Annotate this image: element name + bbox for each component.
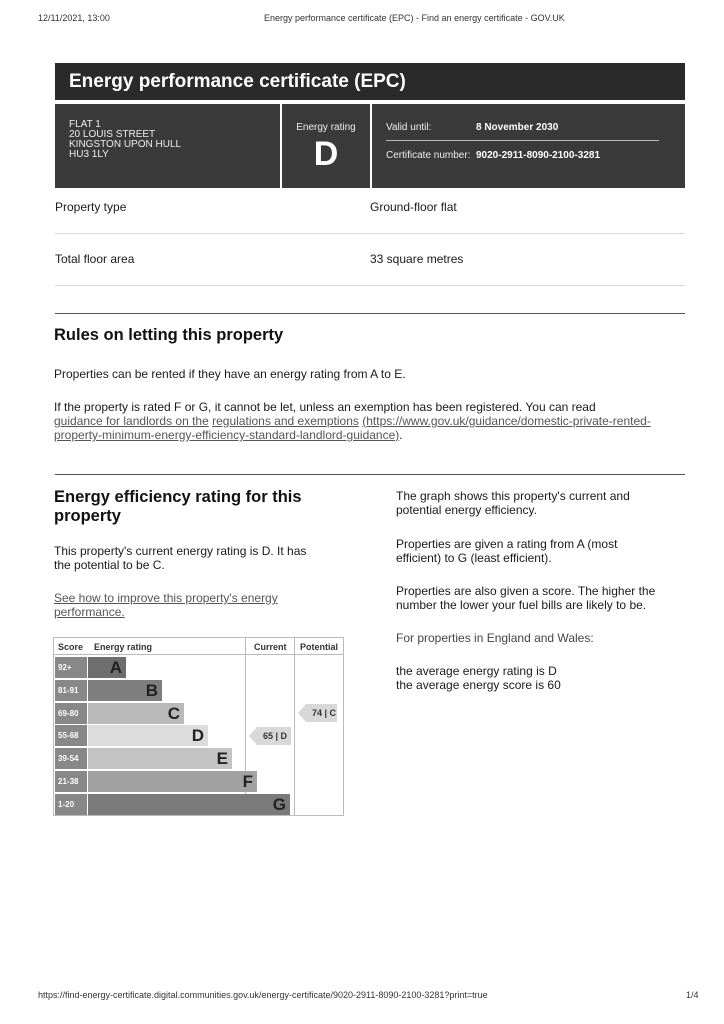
energy-rating-box xyxy=(282,104,370,188)
graph-explanation-line-1: The graph shows this property's current and xyxy=(396,489,630,503)
efficiency-heading-line-2: property xyxy=(54,507,121,525)
improve-performance-link[interactable]: See how to improve this property's energy xyxy=(54,591,278,605)
validity-box xyxy=(372,104,685,188)
certificate-number: 9020-2911-8090-2100-3281 xyxy=(476,150,600,161)
footer-url: https://find-energy-certificate.digital.communities.gov.uk/energy-certificate/9020-2911-8090-2100-3281?print=true xyxy=(38,990,488,1000)
band-bar-e: E xyxy=(88,748,232,769)
landlord-guidance-link[interactable]: guidance for landlords on the xyxy=(54,414,209,428)
energy-rating-graph xyxy=(53,637,344,816)
property-address xyxy=(55,104,280,188)
valid-until-date: 8 November 2030 xyxy=(476,122,559,133)
score-explanation xyxy=(396,584,688,612)
band-score-f: 21-38 xyxy=(55,771,87,792)
graph-explanation xyxy=(396,489,688,517)
address-line-3: KINGSTON UPON HULL xyxy=(69,139,182,150)
exemption-line-3 xyxy=(54,428,694,442)
potential-column-divider xyxy=(294,638,295,815)
efficiency-heading-line-1: Energy efficiency rating for this xyxy=(54,488,302,506)
letting-rules-heading: Rules on letting this property xyxy=(54,326,284,344)
valid-until-label: Valid until: xyxy=(386,122,432,133)
energy-rating-letter: D xyxy=(313,135,339,173)
address-line-2: 20 LOUIS STREET xyxy=(69,129,156,140)
band-bar-a: A xyxy=(88,657,126,678)
average-stats xyxy=(396,664,688,692)
band-bar-b: B xyxy=(88,680,162,701)
graph-explanation-line-2: potential energy efficiency. xyxy=(396,503,537,517)
print-header xyxy=(0,13,724,27)
certificate-summary xyxy=(55,104,685,188)
region-note: For properties in England and Wales: xyxy=(396,631,594,645)
validity-divider xyxy=(386,140,659,141)
band-bar-g: G xyxy=(88,794,290,815)
regulations-link[interactable]: regulations and exemptions xyxy=(212,414,359,428)
section-divider xyxy=(55,474,685,475)
score-column-header: Score xyxy=(58,642,84,652)
divider xyxy=(55,285,685,286)
current-rating-line-1: This property's current energy rating is D. It has xyxy=(54,544,307,558)
potential-rating-marker: 74 | C xyxy=(306,704,337,722)
property-type-value: Ground-floor flat xyxy=(370,200,457,214)
letting-rules-text: Properties can be rented if they have an energy rating from A to E. xyxy=(54,367,406,381)
exemption-line-2 xyxy=(54,414,694,428)
certificate-title: Energy performance certificate (EPC) xyxy=(55,63,685,100)
average-rating: the average energy rating is D xyxy=(396,664,557,678)
print-datetime: 12/11/2021, 13:00 xyxy=(38,13,110,23)
efficiency-heading xyxy=(54,488,302,526)
current-rating-line-2: the potential to be C. xyxy=(54,558,165,572)
band-bar-f: F xyxy=(88,771,257,792)
band-bar-c: C xyxy=(88,703,184,724)
rating-scale-line-1: Properties are given a rating from A (most xyxy=(396,537,618,551)
improve-performance-link-cont[interactable]: performance. xyxy=(54,605,125,619)
certificate-number-label: Certificate number: xyxy=(386,150,471,161)
energy-rating-label: Energy rating xyxy=(296,122,356,133)
potential-column-header: Potential xyxy=(300,642,339,652)
score-explanation-line-2: number the lower your fuel bills are likely to be. xyxy=(396,598,647,612)
current-rating-marker: 65 | D xyxy=(257,727,291,745)
band-score-e: 39-54 xyxy=(55,748,87,769)
graph-header xyxy=(54,638,343,655)
sentence-end: . xyxy=(399,428,403,442)
band-score-d: 55-68 xyxy=(55,725,87,746)
print-page-title: Energy performance certificate (EPC) - Find an energy certificate - GOV.UK xyxy=(264,13,565,23)
rating-column-header: Energy rating xyxy=(94,642,153,652)
rating-scale-line-2: efficient) to G (least efficient). xyxy=(396,551,552,565)
floor-area-label: Total floor area xyxy=(55,252,135,266)
rating-scale-explanation xyxy=(396,537,688,565)
current-rating-text xyxy=(54,544,306,572)
improve-performance-link-block xyxy=(54,591,278,619)
letting-exemption-text xyxy=(54,400,694,442)
exemption-line-1: If the property is rated F or G, it cannot be let, unless an exemption has been registered. You can read xyxy=(54,400,596,414)
guidance-url-link-cont[interactable]: property-minimum-energy-efficiency-standard-landlord-guidance) xyxy=(54,428,400,442)
current-column-header: Current xyxy=(254,642,287,652)
band-score-a: 92+ xyxy=(55,657,87,678)
band-score-c: 69-80 xyxy=(55,703,87,724)
page-number: 1/4 xyxy=(686,990,699,1000)
band-score-b: 81-91 xyxy=(55,680,87,701)
divider xyxy=(55,233,685,234)
guidance-url-link[interactable]: (https://www.gov.uk/guidance/domestic-private-rented- xyxy=(362,414,651,428)
average-score: the average energy score is 60 xyxy=(396,678,561,692)
address-line-4: HU3 1LY xyxy=(69,149,109,160)
section-divider xyxy=(55,313,685,314)
floor-area-value: 33 square metres xyxy=(370,252,464,266)
score-explanation-line-1: Properties are also given a score. The higher the xyxy=(396,584,656,598)
address-line-1: FLAT 1 xyxy=(69,119,101,130)
band-score-g: 1-20 xyxy=(55,794,87,815)
band-bar-d: D xyxy=(88,725,208,746)
property-type-label: Property type xyxy=(55,200,127,214)
